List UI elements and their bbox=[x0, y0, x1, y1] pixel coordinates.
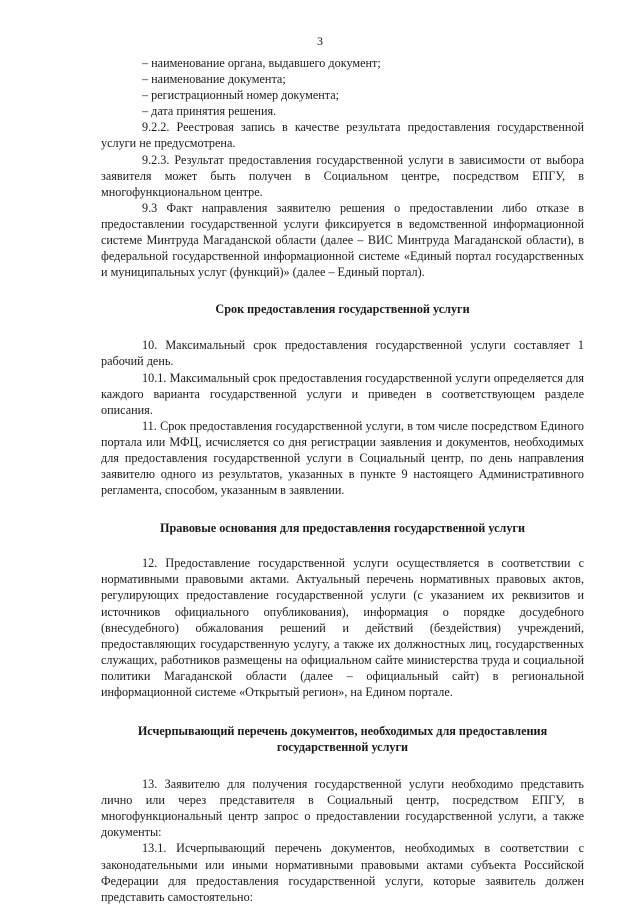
paragraph-13: 13. Заявителю для получения государственной услуги необходимо представить лично или через представителя в Социальный центр, посредством ЕПГУ, в многофункциональный центр запрос о предоставлении государственной услуги, а также документы: bbox=[101, 777, 584, 840]
section-heading-term: Срок предоставления государственной услуги bbox=[215, 302, 470, 317]
section-heading-legal-basis: Правовые основания для предоставления государственной услуги bbox=[160, 521, 525, 536]
document-body bbox=[101, 55, 584, 905]
paragraph-9-2-3: 9.2.3. Результат предоставления государственной услуги в зависимости от выбора заявителя может быть получен в Социальном центре, посредством ЕПГУ, в многофункциональном центре. bbox=[101, 152, 584, 199]
paragraph-10: 10. Максимальный срок предоставления государственной услуги составляет 1 рабочий день. bbox=[101, 338, 584, 369]
list-item: – дата принятия решения. bbox=[142, 104, 277, 119]
paragraph-9-2-2: 9.2.2. Реестровая запись в качестве результата предоставления государственной услуги не предусмотрена. bbox=[101, 120, 584, 151]
paragraph-10-1: 10.1. Максимальный срок предоставления государственной услуги определяется для каждого варианта государственной услуги и приведен в соответствующем разделе описания. bbox=[101, 370, 584, 417]
list-item: – регистрационный номер документа; bbox=[142, 88, 340, 103]
page-number: 3 bbox=[317, 34, 323, 48]
paragraph-13-1: 13.1. Исчерпывающий перечень документов, необходимых в соответствии с законодательными или иными нормативными правовыми актами субъекта Российской Федерации для предоставления государственной услуги, которые заявитель должен представить самостоятельно: bbox=[101, 841, 584, 904]
paragraph-9-3: 9.3 Факт направления заявителю решения о предоставлении либо отказе в предоставлении государственной услуги фиксируется в ведомственной информационной системе Минтруда Магаданской области (далее – ВИС Минтруда Магаданской области), в федеральной государственной информационной системе «Единый портал государственных и муниципальных услуг (функций)» (далее – Единый портал). bbox=[101, 200, 584, 280]
paragraph-12: 12. Предоставление государственной услуги осуществляется в соответствии с нормативными правовыми актами. Актуальный перечень нормативных правовых актов, регулирующих предоставление государственной услуги (с указанием их реквизитов и источников официального опубликования), информация о порядке досудебного (внесудебного) обжалования решений и действий (бездействия) учреждений, предоставляющих государственную услугу, а также их должностных лиц, государственных служащих, работников размещены на официальном сайте министерства труда и социальной политики Магаданской области (далее – официальный сайт) в региональной информационной системе «Открытый регион», на Едином портале. bbox=[101, 556, 584, 699]
list-item: – наименование органа, выдавшего документ; bbox=[142, 56, 381, 70]
list-item: – наименование документа; bbox=[142, 72, 286, 87]
section-heading-documents bbox=[101, 723, 584, 755]
section-heading-documents-line2: государственной услуги bbox=[276, 740, 409, 755]
section-heading-documents-line1: Исчерпывающий перечень документов, необходимых для предоставления bbox=[137, 724, 548, 739]
paragraph-11: 11. Срок предоставления государственной услуги, в том числе посредством Единого портала или МФЦ, исчисляется со дня регистрации заявления и документов, необходимых для предоставления государственной услуги в Социальный центр, по день направления заявителю одного из результатов, указанных в пункте 9 настоящего Административного регламента, способом, указанным в заявлении. bbox=[101, 418, 584, 498]
